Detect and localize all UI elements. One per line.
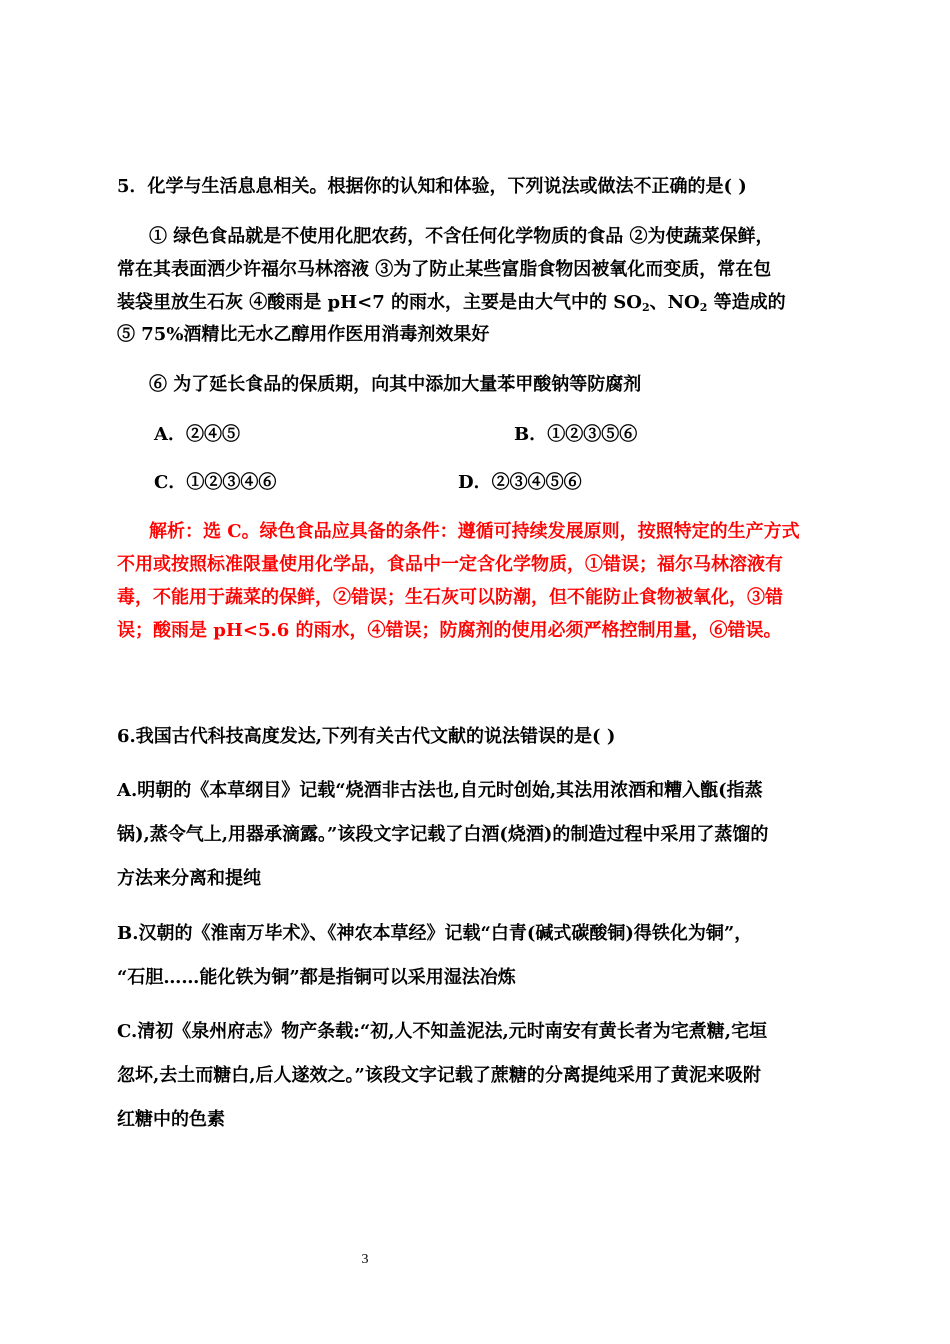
q5-analysis-line-1: 解析：选 C。绿色食品应具备的条件：遵循可持续发展原则，按照特定的生产方式: [149, 521, 800, 542]
no2-subscript: 2: [699, 301, 708, 314]
q5-option-c: C．①②③④⑥: [154, 472, 277, 493]
q6-option-c-line-3: 红糖中的色素: [117, 1109, 225, 1130]
q5-option-a: A．②④⑤: [154, 424, 240, 445]
q5-analysis-line-4: 误；酸雨是 pH<5.6 的雨水，④错误；防腐剂的使用必须严格控制用量，⑥错误。: [117, 620, 782, 641]
q5-item-line-5: ⑥ 为了延长食品的保质期，向其中添加大量苯甲酸钠等防腐剂: [149, 374, 642, 395]
q5-option-b: B．①②③⑤⑥: [514, 424, 638, 445]
q5-analysis-line-2: 不用或按照标准限量使用化学品，食品中一定含化学物质，①错误；福尔马林溶液有: [117, 554, 783, 575]
q5-analysis-line-3: 毒，不能用于蔬菜的保鲜，②错误；生石灰可以防潮，但不能防止食物被氧化，③错: [117, 587, 783, 608]
so2-subscript: 2: [641, 301, 650, 314]
q6-option-b-line-1: B.汉朝的《淮南万毕术》、《神农本草经》记载“白青(碱式碳酸铜)得铁化为铜”，: [117, 923, 753, 944]
q5-item-line-3-mid: 、NO: [649, 292, 700, 313]
q5-item-line-4: ⑤ 75%酒精比无水乙醇用作医用消毒剂效果好: [117, 324, 490, 345]
q6-stem: 6.我国古代科技高度发达,下列有关古代文献的说法错误的是( ): [117, 726, 616, 747]
q5-option-d: D．②③④⑤⑥: [458, 472, 582, 493]
q5-item-line-3-end: 等造成的: [707, 292, 786, 313]
q5-stem: 5．化学与生活息息相关。根据你的认知和体验，下列说法或做法不正确的是( ): [117, 176, 747, 197]
q5-item-line-3: [117, 291, 786, 315]
q5-item-line-3-text: 装袋里放生石灰 ④酸雨是 pH<7 的雨水，主要是由大气中的 SO: [117, 292, 642, 313]
q5-item-line-1: ① 绿色食品就是不使用化肥农药，不含任何化学物质的食品 ②为使蔬菜保鲜，: [149, 226, 774, 247]
q6-option-a-line-2: 锅),蒸令气上,用器承滴露。”该段文字记载了白酒(烧酒)的制造过程中采用了蒸馏的: [117, 824, 769, 845]
q6-option-a-line-1: A.明朝的《本草纲目》记载“烧酒非古法也,自元时创始,其法用浓酒和糟入甑(指蒸: [117, 780, 763, 801]
q6-option-a-line-3: 方法来分离和提纯: [117, 868, 261, 889]
q5-item-line-2: 常在其表面洒少许福尔马林溶液 ③为了防止某些富脂食物因被氧化而变质，常在包: [117, 259, 772, 280]
page-number: 3: [361, 1252, 369, 1267]
q6-option-b-line-2: “石胆……能化铁为铜”都是指铜可以采用湿法冶炼: [117, 967, 516, 988]
q6-option-c-line-2: 忽坏,去土而糖白,后人遂效之。”该段文字记载了蔗糖的分离提纯采用了黄泥来吸附: [117, 1065, 761, 1086]
q6-option-c-line-1: C.清初《泉州府志》物产条载:“初,人不知盖泥法,元时南安有黄长者为宅煮糖,宅垣: [117, 1021, 768, 1042]
